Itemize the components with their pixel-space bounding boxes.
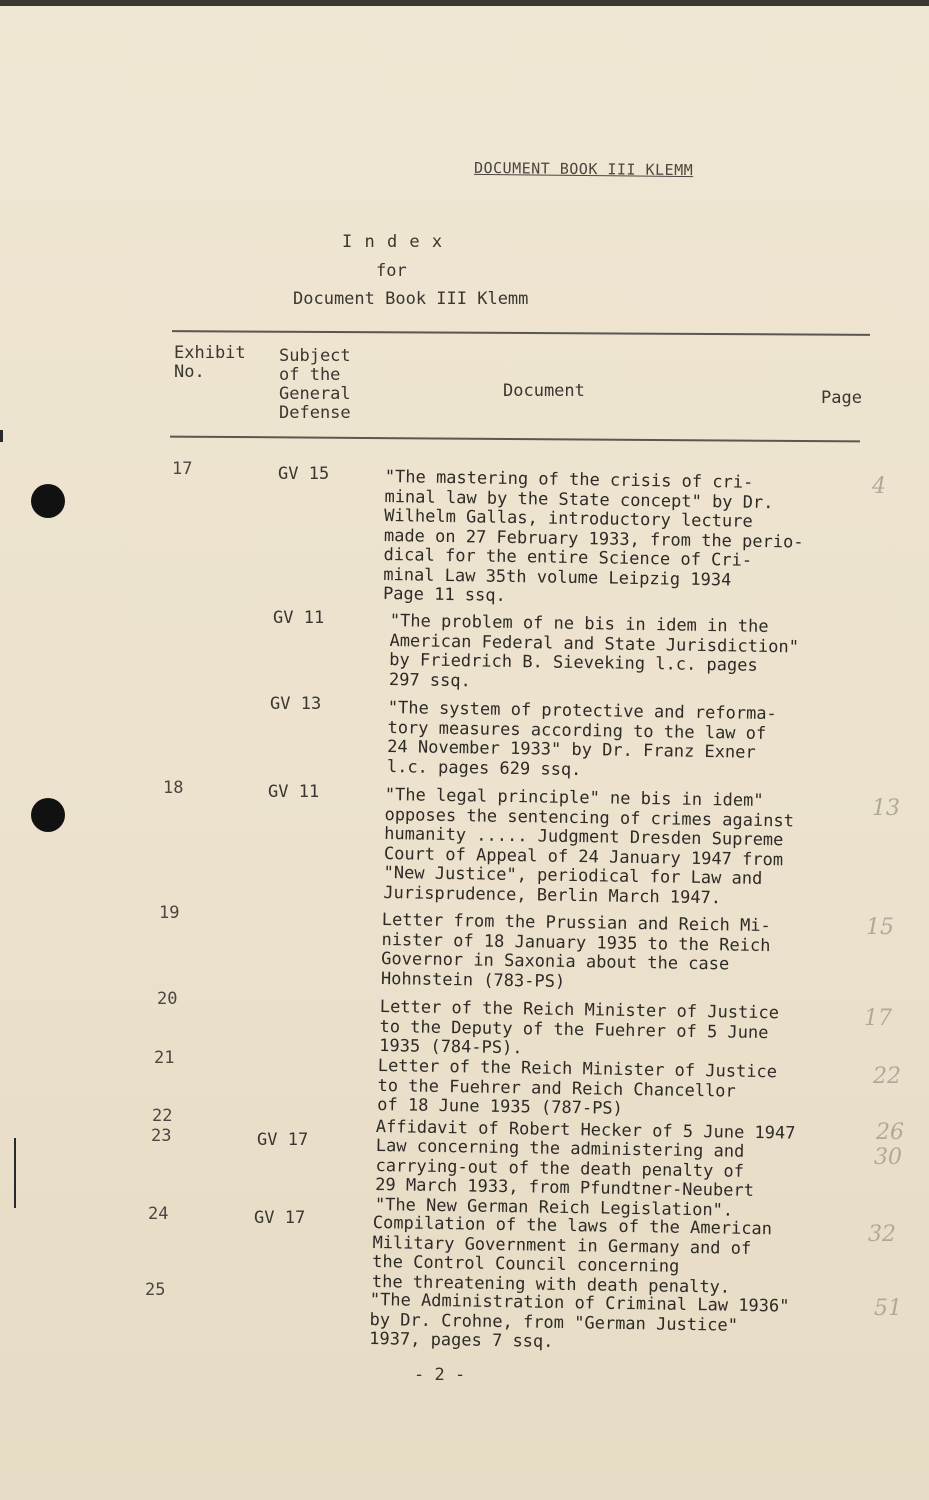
page-reference: 22: [873, 1064, 901, 1089]
exhibit-number: 17: [172, 459, 193, 479]
subject-code: GV 11: [268, 782, 320, 802]
page-reference: 4: [872, 474, 886, 499]
scan-top-edge: [0, 0, 929, 6]
page-reference: 13: [872, 796, 900, 821]
page-reference: 32: [868, 1222, 896, 1247]
page-reference: 17: [864, 1006, 892, 1031]
header-rule-bottom: [170, 436, 860, 443]
document-description: Letter of the Reich Minister of Justice to the Deputy of the Fuehrer of 5 June 1935 (784-PS).: [379, 997, 780, 1059]
exhibit-number: 19: [159, 903, 180, 923]
document-description: "The mastering of the crisis of cri- minal law by the State concept" by Dr. Wilhelm Gallas, introductory lecture made on 27 February 1933, from the perio- dical for the entire Science of Cri- minal Law 35th volume Leipzig 1934 Page 11 ssq.: [382, 467, 804, 606]
page-reference: 30: [874, 1145, 902, 1170]
exhibit-number: 18: [163, 778, 184, 798]
document-description: Letter from the Prussian and Reich Mi- nister of 18 January 1935 to the Reich Governor in Saxonia about the case Hohnstein (783-PS): [380, 910, 771, 992]
subject-code: GV 13: [270, 694, 322, 714]
document-description: "The problem of ne bis in idem in the American Federal and State Jurisdiction" by Friedrich B. Sieveking l.c. pages 297 ssq.: [388, 611, 800, 691]
exhibit-number: 24: [148, 1204, 169, 1224]
document-description: Compilation of the laws of the American Military Government in Germany and of the Control Council concerning the threatening with death penalty.: [371, 1213, 773, 1298]
index-title-for: for: [376, 261, 407, 281]
exhibit-number: 22: [152, 1106, 173, 1126]
index-title-book: Document Book III Klemm: [293, 289, 529, 309]
page-reference: 26: [876, 1120, 904, 1145]
margin-mark: [14, 1138, 16, 1208]
exhibit-number: 25: [145, 1280, 166, 1300]
column-header-document: Document: [503, 381, 585, 401]
page-number: - 2 -: [414, 1365, 466, 1385]
column-header-subject: Subject of the General Defense: [279, 346, 351, 423]
document-description: "The legal principle" ne bis in idem" opposes the sentencing of crimes against humanity ..... Judgment Dresden Supreme Court of Appeal of 24 January 1947 from "New Justice", periodical for Law and Jurisprudence, Berlin March 1947.: [383, 785, 795, 908]
subject-code: GV 17: [254, 1208, 306, 1228]
exhibit-number: 23: [151, 1126, 172, 1146]
document-description: Law concerning the administering and carrying-out of the death penalty of 29 March 1933, from Pfundtner-Neubert "The New German Reich Legislation".: [374, 1136, 755, 1221]
document-description: "The system of protective and reforma- tory measures according to the law of 24 November 1933" by Dr. Franz Exner l.c. pages 629 ssq.: [386, 698, 777, 780]
document-book-label: DOCUMENT BOOK III KLEMM: [473, 158, 694, 180]
punch-hole-lower: [31, 798, 65, 832]
subject-code: GV 11: [273, 608, 325, 628]
punch-hole-upper: [31, 484, 65, 518]
index-title: I n d e x: [342, 232, 444, 252]
subject-code: GV 15: [278, 464, 330, 484]
column-header-page: Page: [821, 388, 862, 408]
document-description: "The Administration of Criminal Law 1936" by Dr. Crohne, from "German Justice" 1937, pages 7 ssq.: [369, 1290, 790, 1352]
margin-mark: [0, 430, 3, 442]
document-description: Affidavit of Robert Hecker of 5 June 1947: [375, 1117, 796, 1144]
page-reference: 15: [866, 915, 894, 940]
subject-code: GV 17: [257, 1130, 309, 1150]
exhibit-number: 20: [157, 989, 178, 1009]
column-header-exhibit: Exhibit No.: [174, 343, 246, 382]
header-rule-top: [172, 330, 870, 336]
document-description: Letter of the Reich Minister of Justice to the Fuehrer and Reich Chancellor of 18 June 1935 (787-PS): [377, 1056, 778, 1119]
page-reference: 51: [874, 1296, 902, 1321]
exhibit-number: 21: [154, 1048, 175, 1068]
